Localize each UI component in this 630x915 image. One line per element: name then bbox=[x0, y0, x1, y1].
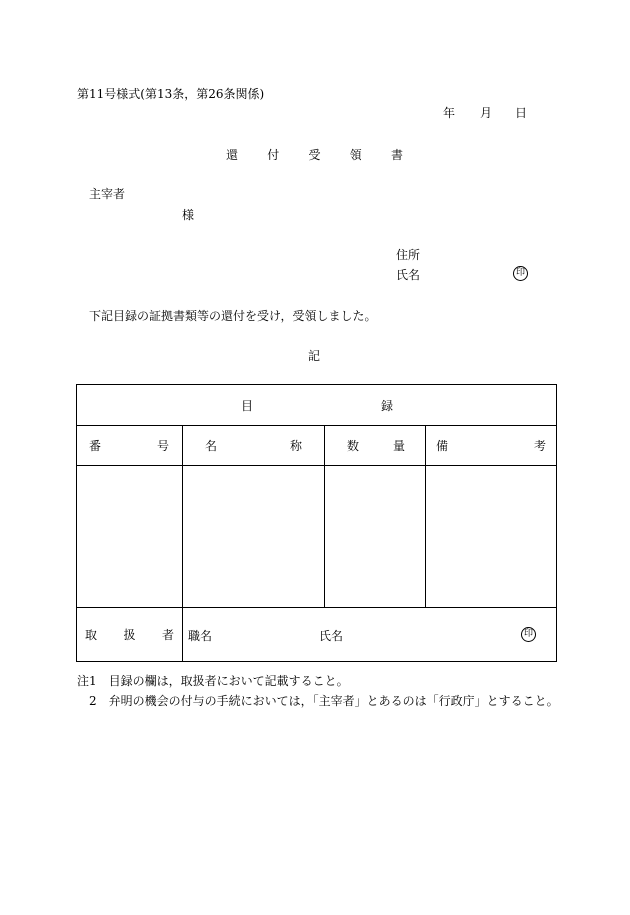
header-char: 録 bbox=[380, 398, 393, 413]
cell-remarks[interactable] bbox=[426, 466, 557, 608]
title-char: 書 bbox=[390, 148, 403, 162]
date-day: 日 bbox=[515, 106, 528, 120]
cell-name[interactable] bbox=[183, 466, 325, 608]
title-char: 還 bbox=[226, 148, 239, 162]
column-char: 番 bbox=[89, 439, 102, 453]
date-month: 月 bbox=[480, 106, 493, 120]
table-row bbox=[77, 466, 557, 608]
handler-char: 扱 bbox=[123, 628, 136, 642]
column-char: 数 bbox=[347, 439, 360, 453]
cell-number[interactable] bbox=[77, 466, 183, 608]
addressee-honorific: 様 bbox=[182, 208, 195, 222]
column-header-name bbox=[183, 426, 325, 466]
inventory-header-cell bbox=[77, 385, 557, 426]
seal-mark: 印 bbox=[513, 266, 528, 281]
cell-quantity[interactable] bbox=[325, 466, 426, 608]
title-char: 領 bbox=[349, 148, 362, 162]
column-char: 名 bbox=[205, 439, 218, 453]
handler-seal-mark: 印 bbox=[521, 627, 536, 642]
inventory-table bbox=[76, 384, 557, 662]
title-char: 受 bbox=[308, 148, 321, 162]
addressee-label: 主宰者 bbox=[89, 187, 126, 201]
column-header-number bbox=[77, 426, 183, 466]
handler-detail-cell[interactable] bbox=[183, 608, 557, 662]
column-header-remarks bbox=[426, 426, 557, 466]
ki-heading: 記 bbox=[308, 349, 321, 363]
address-label: 住所 bbox=[396, 248, 421, 262]
handler-name-label: 氏名 bbox=[319, 629, 344, 643]
name-label: 氏名 bbox=[396, 268, 421, 282]
job-title-label: 職名 bbox=[188, 629, 213, 643]
column-header-quantity bbox=[325, 426, 426, 466]
column-char: 号 bbox=[156, 439, 169, 453]
date-year: 年 bbox=[443, 106, 456, 120]
form-label: 第11号様式(第13条，第26条関係) bbox=[77, 87, 265, 101]
column-char: 量 bbox=[392, 439, 405, 453]
column-char: 考 bbox=[533, 439, 546, 453]
column-header-row bbox=[77, 426, 557, 466]
statement-text: 下記目録の証拠書類等の還付を受け，受領しました。 bbox=[89, 309, 377, 323]
handler-char: 取 bbox=[85, 628, 98, 642]
note-1: 注1 目録の欄は，取扱者において記載すること。 bbox=[77, 674, 349, 688]
note-2: 2 弁明の機会の付与の手続においては，「主宰者」とあるのは「行政庁」とすること。 bbox=[77, 694, 559, 708]
header-char: 目 bbox=[241, 398, 254, 413]
handler-row bbox=[77, 608, 557, 662]
title-char: 付 bbox=[267, 148, 280, 162]
handler-char: 者 bbox=[161, 628, 174, 642]
table-header-row bbox=[77, 385, 557, 426]
column-char: 称 bbox=[289, 439, 302, 453]
column-char: 備 bbox=[436, 439, 449, 453]
document-title bbox=[226, 146, 403, 163]
handler-label-cell bbox=[77, 608, 183, 662]
